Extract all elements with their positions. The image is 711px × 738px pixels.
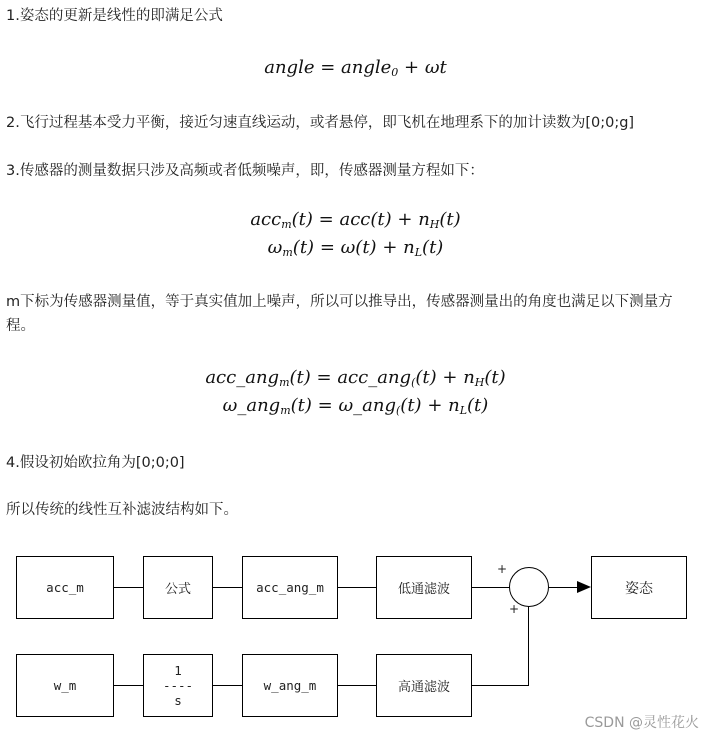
paragraph-1: 1.姿态的更新是线性的即满足公式 [6,8,223,24]
integrator-block [143,654,213,717]
integrator-numerator: 1 [174,663,182,678]
w-ang-m-block: w_ang_m [242,654,338,717]
attitude-output-block: 姿态 [591,556,687,619]
connector-line [528,606,529,686]
acc-m-block: acc_m [16,556,114,619]
connector-line [114,685,144,686]
equation-angle-update: angle = angle$_0$ + ωt [264,57,447,79]
paragraph-6: 所以传统的线性互补滤波结构如下。 [6,502,238,518]
paragraph-5: 4.假设初始欧拉角为[0;0;0] [6,455,185,471]
connector-line [472,587,510,588]
paragraph-4: m下标为传感器测量值，等于真实值加上噪声，所以可以推导出，传感器测量出的角度也满足以下测量方程。 [6,294,673,334]
highpass-filter-block: 高通滤波 [376,654,472,717]
connector-line [213,685,243,686]
equation-angle-measurement: acc_ang$_m$(t) = acc_ang$_($(t) + $n_H(t)$ ω_ang$_m$(t) = ω_ang$_($(t) + $n_L(t)$ [205,367,506,417]
lowpass-filter-block: 低通滤波 [376,556,472,619]
connector-line [472,685,529,686]
connector-line [549,587,579,588]
paragraph-3: 3.传感器的测量数据只涉及高频或者低频噪声，即，传感器测量方程如下： [6,163,484,179]
arrow-head-icon [577,581,591,593]
equation-sensor-measurement: $acc_m(t) = acc(t) + n_H(t)$ $\omega_m(t) = \omega(t) + n_L(t)$ [250,209,461,259]
paragraph-2: 2.飞行过程基本受力平衡，接近匀速直线运动，或者悬停，即飞机在地理系下的加计读数为[0;0;g] [6,115,635,131]
plus-sign-bottom: + [509,602,520,616]
connector-line [213,587,243,588]
connector-line [114,587,144,588]
acc-ang-m-block: acc_ang_m [242,556,338,619]
summing-junction [509,567,549,607]
connector-line [338,685,376,686]
plus-sign-top: + [497,562,508,576]
integrator-denominator: s [174,693,182,708]
connector-line [338,587,376,588]
integrator-fraction-bar: ---- [162,678,194,693]
watermark: CSDN @灵性花火 [584,715,699,731]
formula-block: 公式 [143,556,213,619]
w-m-block: w_m [16,654,114,717]
